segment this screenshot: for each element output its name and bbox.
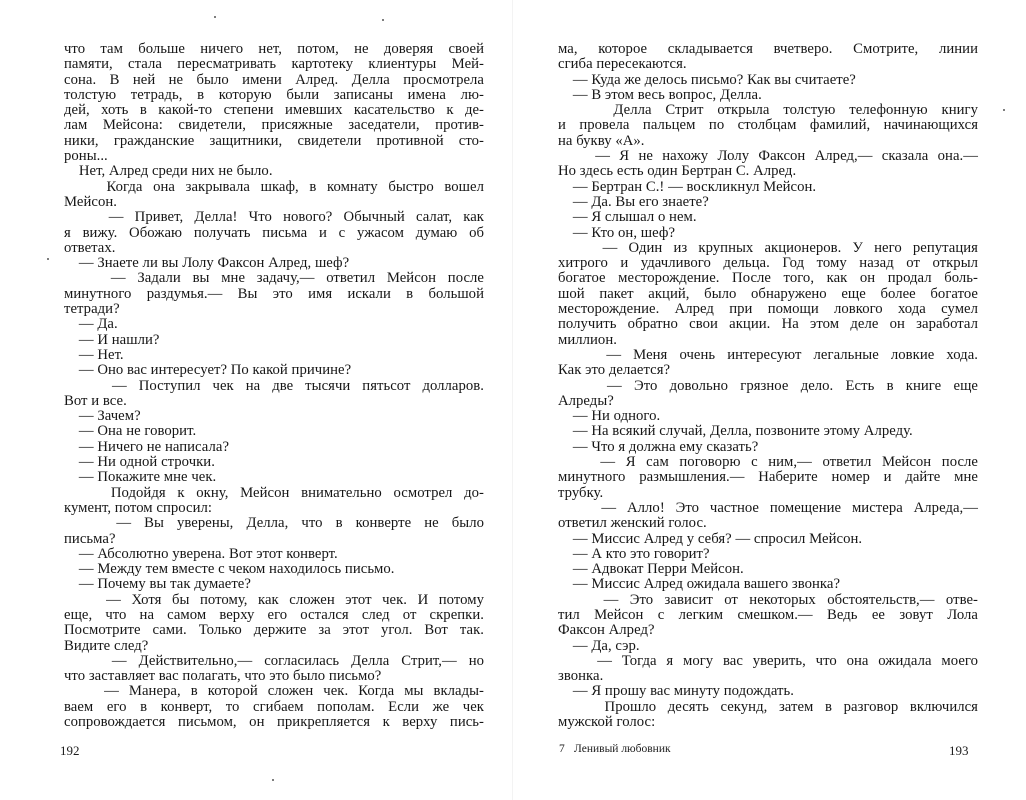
text-line: — Хотя бы потому, как сложен этот чек. И потому [64,591,484,608]
text-line: — Я слышал о нем. [558,209,697,226]
text-line: — Нет. [64,346,124,363]
text-line: Подойдя к окну, Мейсон внимательно осмотрел до- [64,484,484,501]
text-line: — Алло! Это частное помещение мистера Алреда,— [558,499,978,516]
text-line: Прошло десять секунд, затем в разговор включился [558,698,978,715]
text-line: Алреды? [558,392,614,409]
text-line: — И нашли? [64,331,160,348]
text-line: — Меня очень интересуют легальные ловкие хода. [558,346,978,363]
text-line: получить обратно свои акции. На этом деле он заработал [558,316,978,333]
text-line: дей, хоть в какой-то степени имевших касательство к де- [64,102,484,119]
text-line: минутного размышления.— Наберите номер и дайте мне [558,469,978,486]
text-line: Как это делается? [558,362,671,379]
text-line: Но здесь есть один Бертран С. Алред. [558,163,797,180]
text-line: — Бертран С.! — воскликнул Мейсон. [558,178,817,195]
right-page-number: 193 [949,743,969,758]
text-line: — Миссис Алред ожидала вашего звонка? [558,576,841,593]
text-line: что заставляет вас полагать, что это было письмо? [64,668,382,685]
text-line: — Тогда я могу вас уверить, что она ожидала моего [558,652,978,669]
text-line: памяти, стала пересматривать картотеку клиентуры Мей- [64,56,484,73]
text-line: ваем его в конверт, то сгибаем пополам. Если же чек [64,698,484,715]
text-line: — Между тем вместе с чеком находилось письмо. [64,561,395,578]
text-line: Делла Стрит открыла толстую телефонную книгу [558,102,978,119]
text-line: ма, которое складывается вчетверо. Смотрите, линии [558,41,978,57]
text-line: — Она не говорит. [64,423,197,440]
text-line: Нет, Алред среди них не было. [64,163,273,180]
text-line: — Да. Вы его знаете? [558,193,709,210]
text-line: — Кто он, шеф? [558,224,676,241]
text-line: — Ничего не написала? [64,438,230,455]
text-line: — Почему вы так думаете? [64,576,251,593]
text-line: сгиба пересекаются. [558,56,687,73]
text-line: тил Мейсон с легким смешком.— Ведь ее зовут Лола [558,606,978,623]
text-line: богатое месторождение. После того, как он продал боль- [558,270,978,287]
text-line: — Абсолютно уверена. Вот этот конверт. [64,545,338,562]
text-line: минутного раздумья.— Вы это имя искали в большой [64,285,484,302]
text-line: — Ни одной строчки. [64,454,215,471]
text-line: Видите след? [64,637,149,654]
text-line: — Зачем? [64,408,141,425]
book-gutter [512,0,513,800]
left-page [64,42,484,730]
text-line: ответил женский голос. [558,515,707,532]
text-line: толстую тетрадь, в которую были записаны имена лю- [64,86,484,103]
text-line: ники, гражданские защитники, свидетели противной сто- [64,132,484,149]
text-line: на букву «А». [558,132,645,149]
text-line: и провела пальцем по столбцам фамилий, начинающихся [558,117,978,134]
text-line: миллион. [558,331,617,348]
text-line: — Куда же делось письмо? Как вы считаете? [558,71,856,88]
text-line: — Действительно,— согласилась Делла Стрит,— но [64,652,484,669]
text-line: лам Мейсона: свидетели, присяжные заседатели, против- [64,117,484,134]
scan-speck [272,779,274,781]
text-line: — Я не нахожу Лолу Факсон Алред,— сказала она.— [558,148,978,165]
text-line: — Покажите мне чек. [64,469,217,486]
text-line: — Поступил чек на две тысячи пятьсот долларов. [64,377,484,394]
text-line: — Миссис Алред у себя? — спросил Мейсон. [558,530,863,547]
left-page-number: 192 [60,743,80,758]
text-line: что там больше ничего нет, потом, не доверяя своей [64,41,484,57]
text-line: Вот и все. [64,392,127,409]
text-line: Факсон Алред? [558,622,655,639]
text-line: — Привет, Делла! Что нового? Обычный салат, как [64,209,484,226]
text-line: — Знаете ли вы Лолу Факсон Алред, шеф? [64,255,350,272]
text-line: — Я прошу вас минуту подождать. [558,683,794,700]
text-line: мужской голос: [558,714,656,731]
text-line: еще, что на самом верху его остался след от скрепки. [64,606,484,623]
text-line: письма? [64,530,116,547]
text-line: Мейсон. [64,193,117,210]
text-line: я вижу. Обожаю получать письма и с ужасом думаю об [64,224,484,241]
scan-speck [214,16,216,18]
text-line: — А кто это говорит? [558,545,710,562]
text-line: сопровождается письмом, он прикрепляется к верху пись- [64,714,484,731]
running-head-title: Ленивый любовник [574,743,671,755]
text-line: — Я сам поговорю с ним,— ответил Мейсон после [558,454,978,471]
scan-speck [47,258,49,260]
text-line: сона. В ней не было имени Алред. Делла просмотрела [64,71,484,88]
text-line: — Это зависит от некоторых обстоятельств,— отве- [558,591,978,608]
text-line: — Да. [64,316,118,333]
text-line: — Ни одного. [558,408,661,425]
text-line: — Манера, в которой сложен чек. Когда мы вклады- [64,683,484,700]
text-line: ответах. [64,239,116,256]
text-line: кумент, потом спросил: [64,499,212,516]
text-line: — Что я должна ему сказать? [558,438,759,455]
text-line: — Один из крупных акционеров. У него репутация [558,239,978,256]
text-line: хитрого и удачливого дельца. Год тому назад от открыл [558,255,978,272]
scan-speck [1003,109,1005,111]
text-line: — Оно вас интересует? По какой причине? [64,362,352,379]
text-line: Посмотрите сами. Только держите за этот угол. Вот так. [64,622,484,639]
text-line: звонка. [558,668,604,685]
text-line: Когда она закрывала шкаф, в комнату быстро вошел [64,178,484,195]
text-line: — Адвокат Перри Мейсон. [558,561,744,578]
text-line: — Вы уверены, Делла, что в конверте не было [64,515,484,532]
text-line: — Задали вы мне задачу,— ответил Мейсон после [64,270,484,287]
text-line: шой пакет акций, было обнаружено еще более богатое [558,285,978,302]
text-line: — В этом весь вопрос, Делла. [558,86,762,103]
scan-speck [382,19,384,21]
text-line: роны... [64,148,108,165]
running-head-chapter-number: 7 [559,743,565,755]
text-line: — Да, сэр. [558,637,640,654]
right-page [558,42,978,730]
text-line: месторождение. Алред при помощи ловкого хода сумел [558,301,978,318]
text-line: трубку. [558,484,604,501]
text-line: — Это довольно грязное дело. Есть в книге еще [558,377,978,394]
text-line: — На всякий случай, Делла, позвоните этому Алреду. [558,423,913,440]
text-line: тетради? [64,301,120,318]
